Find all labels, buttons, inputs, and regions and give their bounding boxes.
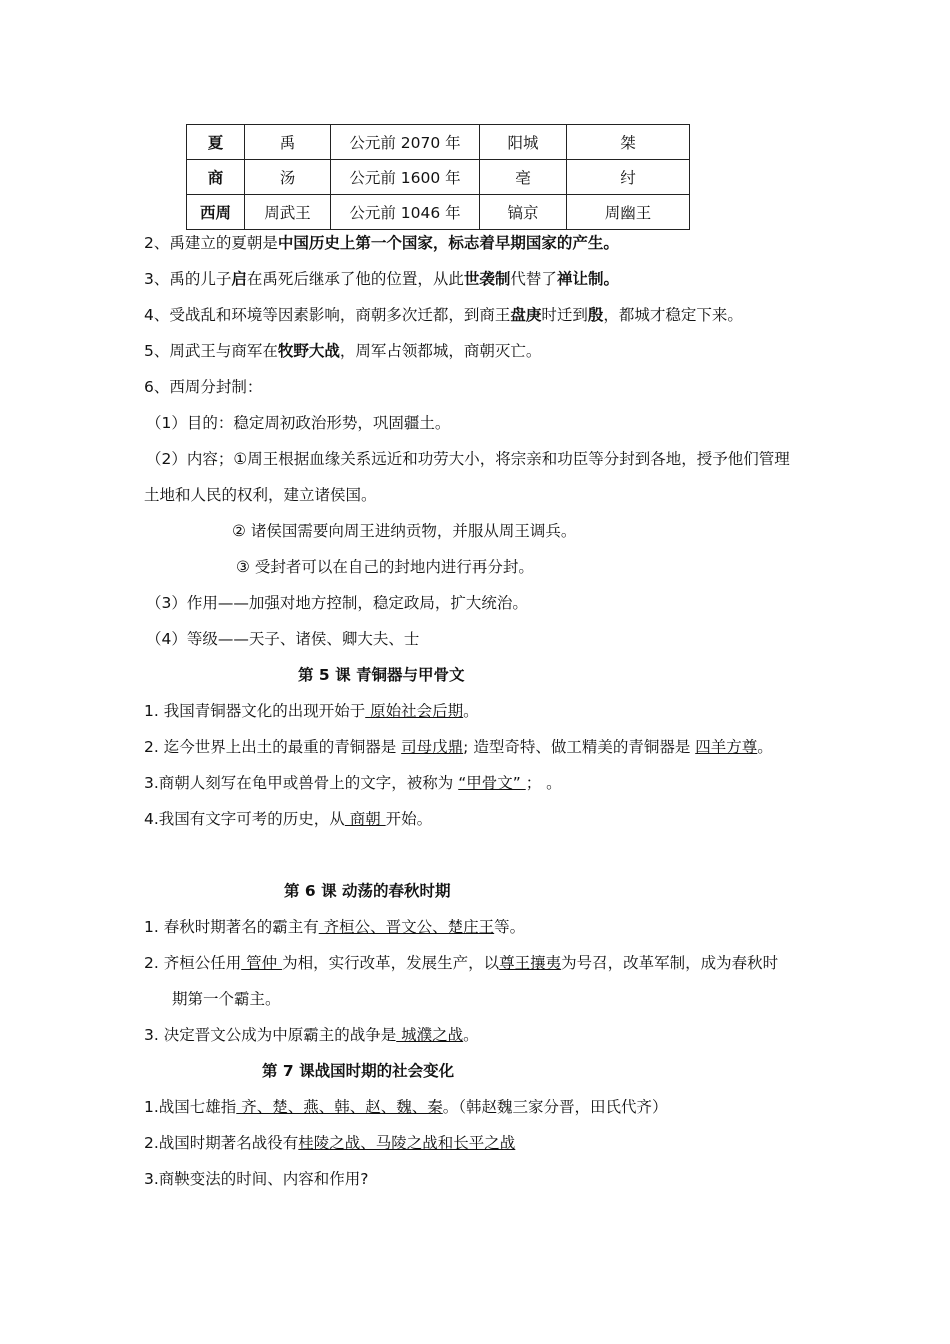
lesson-7-item-2: 2.战国时期著名战役有桂陵之战、马陵之战和长平之战: [144, 1134, 516, 1152]
point-6-2-cont: 土地和人民的权利，建立诸侯国。: [144, 486, 377, 504]
table-cell: 周武王: [245, 195, 331, 230]
table-cell: 纣: [567, 160, 690, 195]
table-cell: 镐京: [480, 195, 567, 230]
point-5: 5、周武王与商军在牧野大战，周军占领都城，商朝灭亡。: [144, 342, 542, 360]
table-cell: 汤: [245, 160, 331, 195]
table-cell: 阳城: [480, 125, 567, 160]
point-6-4: （4）等级——天子、诸侯、卿大夫、士: [146, 630, 420, 648]
table-row: [187, 125, 690, 160]
point-6-1: （1）目的：稳定周初政治形势，巩固疆土。: [146, 414, 451, 432]
dynasty-table: [186, 124, 690, 230]
table-row: [187, 195, 690, 230]
table-cell: 公元前 1600 年: [331, 160, 480, 195]
point-6-3: （3）作用——加强对地方控制，稳定政局，扩大统治。: [146, 594, 528, 612]
point-3: 3、禹的儿子启在禹死后继承了他的位置，从此世袭制代替了禅让制。: [144, 270, 619, 288]
table-cell: 夏: [187, 125, 245, 160]
lesson-6-item-2-cont: 期第一个霸主。: [172, 990, 281, 1008]
point-4: 4、受战乱和环境等因素影响，商朝多次迁都，到商王盘庚时迁到殷，都城才稳定下来。: [144, 306, 743, 324]
table-cell: 桀: [567, 125, 690, 160]
table-cell: 禹: [245, 125, 331, 160]
lesson-6-item-3: 3. 决定晋文公成为中原霸主的战争是 城濮之战。: [144, 1026, 479, 1044]
table-cell: 公元前 1046 年: [331, 195, 480, 230]
lesson-7-item-3: 3.商鞅变法的时间、内容和作用?: [144, 1170, 369, 1188]
table-row: [187, 160, 690, 195]
point-2: 2、禹建立的夏朝是中国历史上第一个国家，标志着早期国家的产生。: [144, 234, 619, 252]
table-cell: 周幽王: [567, 195, 690, 230]
lesson-6-item-2: 2. 齐桓公任用 管仲 为相，实行改革，发展生产，以尊王攘夷为号召，改革军制，成为春秋时: [144, 954, 779, 972]
table-cell: 西周: [187, 195, 245, 230]
table-cell: 亳: [480, 160, 567, 195]
lesson-5-item-3: 3.商朝人刻写在龟甲或兽骨上的文字，被称为 “甲骨文” ； 。: [144, 774, 562, 792]
lesson-5-title: 第 5 课 青铜器与甲骨文: [298, 666, 465, 684]
lesson-6-item-1: 1. 春秋时期著名的霸主有 齐桓公、晋文公、楚庄王等。: [144, 918, 526, 936]
point-6-2: （2）内容；①周王根据血缘关系远近和功劳大小，将宗亲和功臣等分封到各地，授予他们管理: [146, 450, 790, 468]
point-6-2-item2: ② 诸侯国需要向周王进纳贡物，并服从周王调兵。: [232, 522, 577, 540]
lesson-5-item-2: 2. 迄今世界上出土的最重的青铜器是 司母戊鼎; 造型奇特、做工精美的青铜器是 四羊方尊。: [144, 738, 773, 756]
lesson-5-item-1: 1. 我国青铜器文化的出现开始于 原始社会后期。: [144, 702, 479, 720]
lesson-7-item-1: 1.战国七雄指 齐、楚、燕、韩、赵、魏、秦。（韩赵魏三家分晋，田氏代齐）: [144, 1098, 668, 1116]
table-cell: 公元前 2070 年: [331, 125, 480, 160]
lesson-5-item-4: 4.我国有文字可考的历史，从 商朝 开始。: [144, 810, 433, 828]
lesson-6-title: 第 6 课 动荡的春秋时期: [284, 882, 451, 900]
point-6: 6、西周分封制：: [144, 378, 263, 396]
point-6-2-item3: ③ 受封者可以在自己的封地内进行再分封。: [236, 558, 534, 576]
lesson-7-title: 第 7 课战国时期的社会变化: [262, 1062, 455, 1080]
table-cell: 商: [187, 160, 245, 195]
